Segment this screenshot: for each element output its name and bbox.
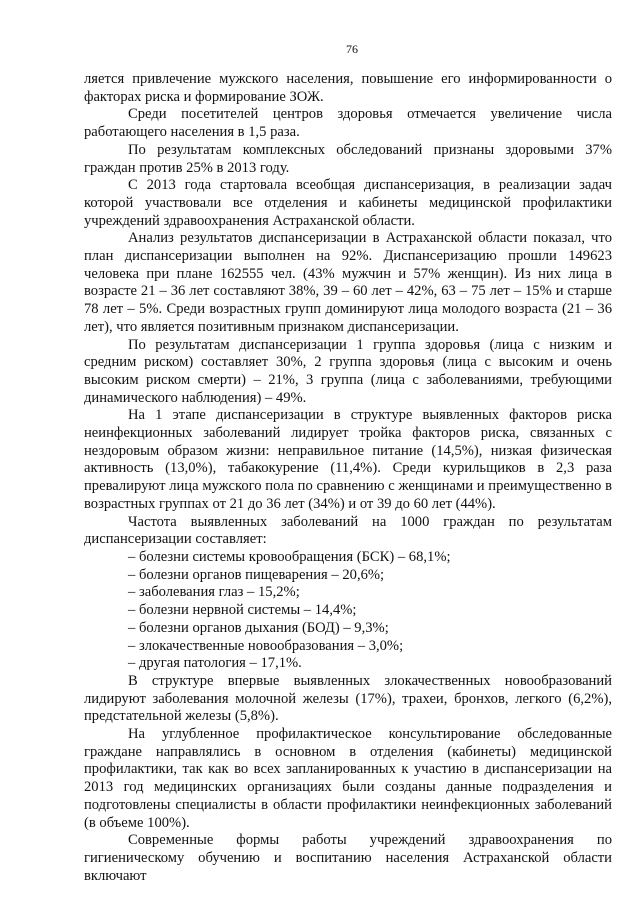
list-item: – болезни органов пищеварения – 20,6%; <box>128 566 385 583</box>
document-body <box>84 71 612 885</box>
disease-list <box>84 549 612 673</box>
paragraph: В структуре впервые выявленных злокачественных новообразований лидируют заболевания молочной железы (17%), трахеи, бронхов, легкого (6,2%), предстательной железы (5,8%). <box>84 672 612 725</box>
list-item: – болезни органов дыхания (БОД) – 9,3%; <box>128 619 389 636</box>
list-item: – другая патология – 17,1%. <box>128 655 302 672</box>
paragraph: ляется привлечение мужского населения, повышение его информированности о факторах риска и формирование ЗОЖ. <box>84 71 612 105</box>
paragraph: Среди посетителей центров здоровья отмечается увеличение числа работающего населения в 1,5 раза. <box>84 106 612 141</box>
list-item: – злокачественные новообразования – 3,0%; <box>128 637 404 654</box>
paragraph: На 1 этапе диспансеризации в структуре выявленных факторов риска неинфекционных заболеваний лидирует тройка факторов риска, связанных с нездоровым образом жизни: неправильное питание (14,5%), низкая физическая активность (13,0%), табакокурение (11,4%). Среди курильщиков в 2,3 раза превалируют лица мужского пола по сравнению с женщинами и преимущественно в возрастных группах от 21 до 36 лет (34%) и от 39 до 60 лет (44%). <box>84 407 612 512</box>
paragraph: Современные формы работы учреждений здравоохранения по гигиеническому обучению и воспитанию населения Астраханской области включают <box>84 832 612 884</box>
list-item: – болезни нервной системы – 14,4%; <box>128 602 357 619</box>
list-item: – заболевания глаз – 15,2%; <box>128 584 300 601</box>
paragraph: Частота выявленных заболеваний на 1000 граждан по результатам диспансеризации составляет: <box>84 513 612 548</box>
list-item: – болезни системы кровообращения (БСК) – 68,1%; <box>128 548 451 565</box>
paragraph: На углубленное профилактическое консультирование обследованные граждане направлялись в основном в отделения (кабинеты) медицинской профилактики, так как во всех запланированных к участию в диспансеризации на 2013 год медицинских организациях были созданы данные подразделения и подготовлены специалисты в области профилактики неинфекционных заболеваний (в объеме 100%). <box>84 726 612 831</box>
paragraph: По результатам комплексных обследований признаны здоровыми 37% граждан против 25% в 2013 году. <box>84 141 612 176</box>
paragraph: Анализ результатов диспансеризации в Астраханской области показал, что план диспансеризации выполнен на 92%. Диспансеризацию прошли 149623 человека при плане 162555 чел. (43% мужчин и 57% женщин). Из них лица в возрасте 21 – 36 лет составляют 38%, 39 – 60 лет – 42%, 63 – 75 лет – 15% и старше 78 лет – 5%. Среди возрастных групп доминируют лица молодого возраста (21 – 36 лет), что является позитивным признаком диспансеризации. <box>84 230 612 335</box>
page-number: 76 <box>346 42 358 56</box>
paragraph: С 2013 года стартовала всеобщая диспансеризация, в реализации задач которой участвовали все отделения и кабинеты медицинской профилактики учреждений здравоохранения Астраханской области. <box>84 177 612 229</box>
paragraph: По результатам диспансеризации 1 группа здоровья (лица с низким и средним риском) составляет 30%, 2 группа здоровья (лица с высоким и очень высоким риском смерти) – 21%, 3 группа (лица с заболеваниями, требующими динамического наблюдения) – 49%. <box>84 336 612 406</box>
